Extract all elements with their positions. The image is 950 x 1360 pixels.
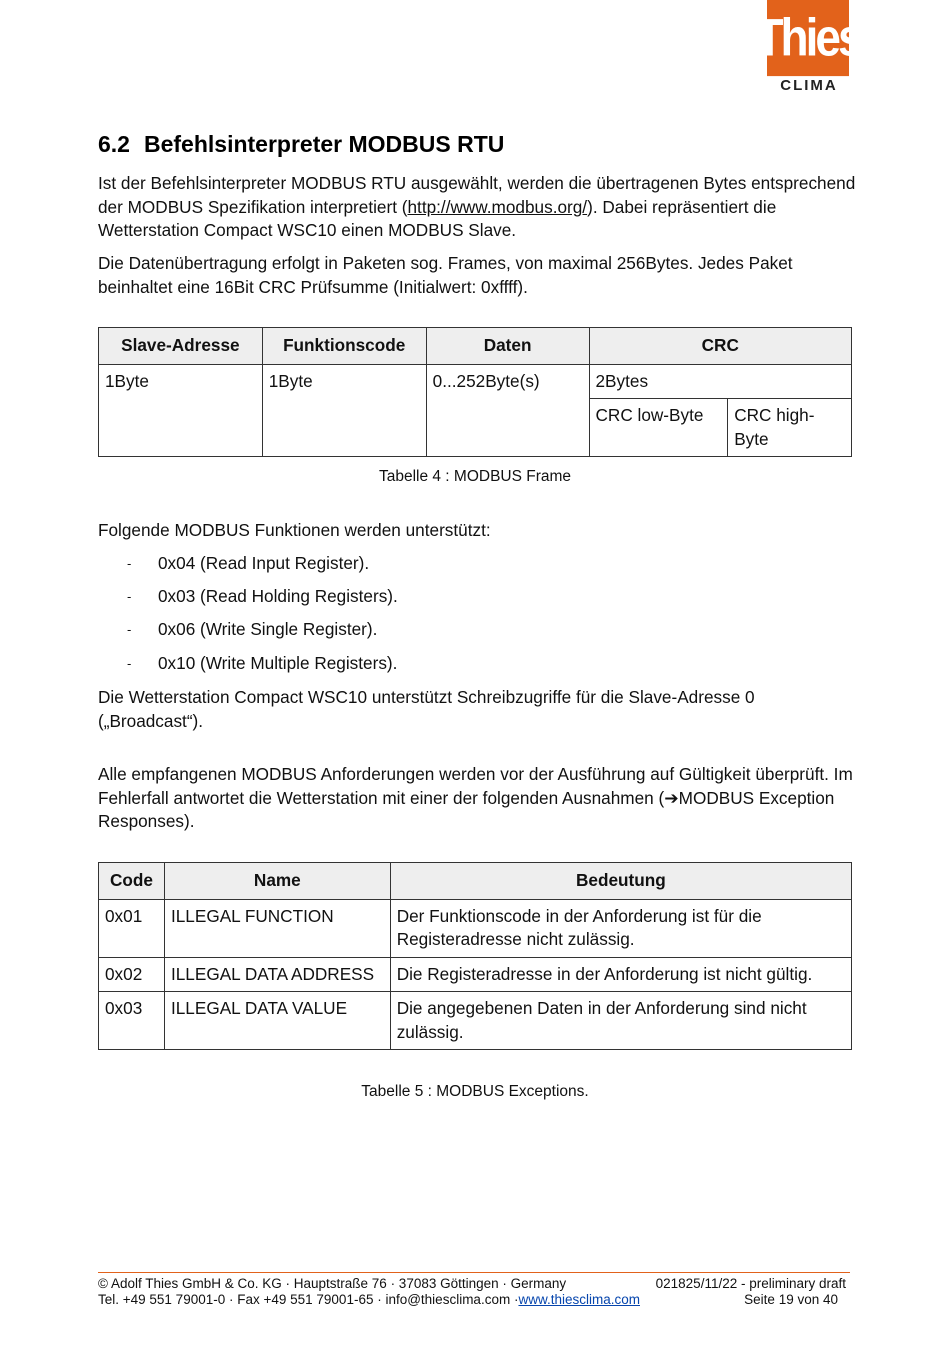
section-title: Befehlsinterpreter MODBUS RTU bbox=[143, 131, 505, 157]
logo-subtitle: CLIMA bbox=[780, 77, 838, 94]
table-cell: Der Funktionscode in der Anforderung ist für die Registeradresse nicht zulässig. bbox=[390, 899, 851, 957]
list-item bbox=[98, 553, 398, 586]
footer-contact bbox=[98, 1292, 640, 1308]
table-cell: 0x03 bbox=[99, 992, 165, 1050]
paragraph-validation bbox=[98, 763, 858, 834]
validation-text: Alle empfangenen MODBUS Anforderungen werden vor der Ausführung auf Gültigkeit überprüft. Im Fehlerfall antwortet die Wetterstation mit einer der folgenden Ausnahmen ( bbox=[98, 764, 853, 808]
header-cell: Code bbox=[99, 863, 165, 900]
bullet-marker: - bbox=[127, 622, 132, 638]
section-number: 6.2 bbox=[98, 131, 130, 157]
intro-text-post: ). Dabei repräsentiert die Wetterstation Compact WSC10 einen MODBUS Slave. bbox=[98, 196, 777, 240]
bullet-marker: - bbox=[127, 556, 132, 571]
table-cell: CRC high-Byte bbox=[728, 399, 852, 457]
header-cell: Slave-Adresse bbox=[99, 328, 263, 365]
list-item bbox=[98, 586, 398, 619]
footer-copyright: © Adolf Thies GmbH & Co. KG · Hauptstraße 76 · 37083 Göttingen · Germany bbox=[98, 1276, 567, 1291]
table-cell: 1Byte bbox=[99, 364, 263, 457]
list-item bbox=[98, 653, 398, 686]
table-cell: 0x01 bbox=[99, 899, 165, 957]
table-caption: Tabelle 4 : MODBUS Frame bbox=[378, 468, 572, 485]
table-cell: 1Byte bbox=[262, 364, 426, 457]
header-cell: Funktionscode bbox=[262, 328, 426, 365]
bullet-marker: - bbox=[127, 655, 132, 671]
list-item-text: 0x10 (Write Multiple Registers). bbox=[158, 652, 398, 673]
table-cell: 0...252Byte(s) bbox=[426, 364, 589, 457]
table-cell: ILLEGAL DATA VALUE bbox=[164, 992, 390, 1050]
header-cell: Bedeutung bbox=[390, 863, 851, 900]
table-cell: Die angegebenen Daten in der Anforderung sind nicht zulässig. bbox=[390, 992, 851, 1050]
paragraph-broadcast: Die Wetterstation Compact WSC10 unterstützt Schreibzugriffe für die Slave-Adresse 0 („Broadcast“). bbox=[98, 687, 755, 731]
footer-doc-id: 021825/11/22 - preliminary draft bbox=[655, 1276, 846, 1291]
thies-clima-logo bbox=[755, 3, 861, 94]
table-cell: ILLEGAL FUNCTION bbox=[164, 899, 390, 957]
intro-text-pre: Ist der Befehlsinterpreter MODBUS RTU ausgewählt, werden die übertragenen Bytes entsprechend der MODBUS Spezifikation interpretiert ( bbox=[98, 173, 856, 217]
list-item-text: 0x04 (Read Input Register). bbox=[158, 553, 370, 573]
modbus-link[interactable]: http://www.modbus.org/ bbox=[407, 196, 588, 217]
table-row bbox=[99, 992, 852, 1050]
footer-contact-text: Tel. +49 551 79001-0 · Fax +49 551 79001-65 · info@thiesclima.com · bbox=[98, 1292, 519, 1307]
table-caption: Tabelle 5 : MODBUS Exceptions. bbox=[361, 1083, 589, 1100]
table-cell: 0x02 bbox=[99, 957, 165, 992]
modbus-exceptions-table bbox=[98, 862, 852, 1050]
paragraph-intro bbox=[98, 172, 858, 243]
functions-intro: Folgende MODBUS Funktionen werden unterstützt: bbox=[98, 520, 491, 540]
exception-reference: MODBUS Exception Responses). bbox=[98, 787, 835, 831]
paragraph-frames: Die Datenübertragung erfolgt in Paketen sog. Frames, von maximal 256Bytes. Jedes Paket beinhaltet eine 16Bit CRC Prüfsumme (Initialwert: 0xffff). bbox=[98, 253, 793, 297]
bullet-marker: - bbox=[127, 589, 132, 605]
footer-divider bbox=[98, 1272, 850, 1273]
header-cell: Daten bbox=[426, 328, 589, 365]
logo-brand: Thies bbox=[767, 0, 849, 76]
list-item-text: 0x06 (Write Single Register). bbox=[158, 619, 378, 640]
table-header-row bbox=[99, 863, 852, 900]
header-cell: Name bbox=[164, 863, 390, 900]
functions-list bbox=[98, 553, 398, 686]
section-heading bbox=[98, 131, 504, 158]
list-item-text: 0x03 (Read Holding Registers). bbox=[158, 586, 398, 607]
footer-website-link[interactable]: www.thiesclima.com bbox=[518, 1292, 640, 1307]
header-cell: CRC bbox=[589, 328, 852, 365]
table-row bbox=[99, 957, 852, 992]
table-cell: ILLEGAL DATA ADDRESS bbox=[164, 957, 390, 992]
table-header-row bbox=[99, 328, 852, 365]
arrow-icon: ➔ bbox=[664, 787, 679, 808]
table-row bbox=[99, 899, 852, 957]
footer-page-number: Seite 19 von 40 bbox=[744, 1292, 838, 1307]
table-row bbox=[99, 364, 852, 399]
list-item bbox=[98, 619, 398, 652]
table-cell: Die Registeradresse in der Anforderung ist nicht gültig. bbox=[390, 957, 851, 992]
modbus-frame-table bbox=[98, 327, 852, 457]
table-cell: 2Bytes bbox=[589, 364, 852, 399]
table-cell: CRC low-Byte bbox=[589, 399, 728, 457]
